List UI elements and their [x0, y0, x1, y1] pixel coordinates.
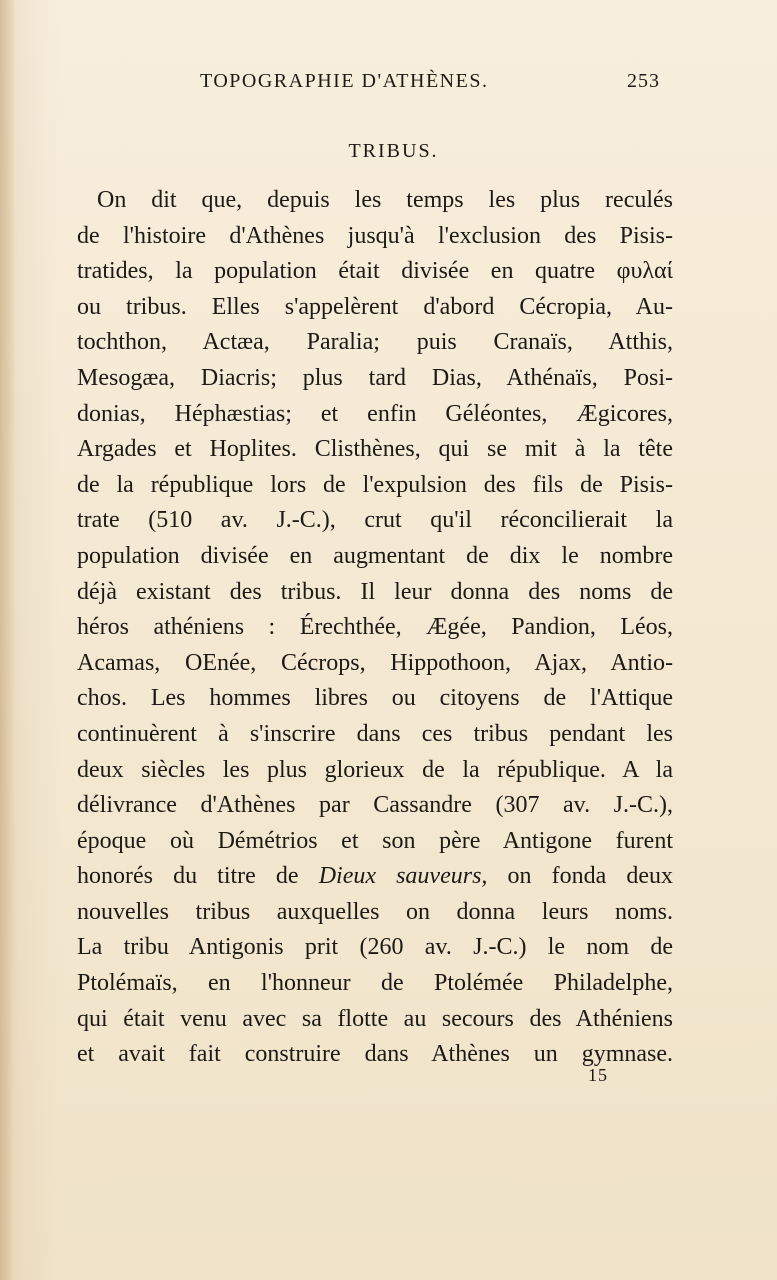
text-line-with-italic [77, 859, 673, 895]
text-line: Acamas, OEnée, Cécrops, Hippothoon, Ajax, Antio- [77, 649, 673, 676]
text-line: deux siècles les plus glorieux de la république. A la [77, 756, 673, 783]
italic-phrase: Dieux sauveurs, [318, 863, 488, 890]
section-title: TRIBUS. [348, 140, 439, 162]
text-line: chos. Les hommes libres ou citoyens de l'Attique [77, 685, 673, 712]
text-line: qui était venu avec sa flotte au secours des Athéniens [77, 1005, 673, 1032]
text-line: nouvelles tribus auxquelles on donna leurs noms. [77, 898, 673, 925]
text-line: tochthon, Actæa, Paralia; puis Cranaïs, Atthis, [77, 329, 673, 356]
text-line: ou tribus. Elles s'appelèrent d'abord Cécropia, Au- [77, 293, 673, 320]
text-line: donias, Héphæstias; et enfin Géléontes, Ægicores, [77, 400, 673, 427]
text-line: héros athéniens : Érechthée, Ægée, Pandion, Léos, [77, 614, 673, 641]
text-line: Mesogæa, Diacris; plus tard Dias, Athénaïs, Posi- [77, 364, 673, 391]
page-gutter-shadow [0, 0, 14, 1280]
text-line: époque où Démétrios et son père Antigone furent [77, 827, 673, 854]
text-line: trate (510 av. J.-C.), crut qu'il réconcilierait la [77, 507, 673, 534]
text-line: délivrance d'Athènes par Cassandre (307 av. J.-C.), [77, 792, 673, 819]
text-line: et avait fait construire dans Athènes un gymnase. [77, 1041, 673, 1068]
page-number: 253 [627, 70, 660, 92]
text-segment: honorés du titre de [77, 863, 299, 890]
running-title: TOPOGRAPHIE D'ATHÈNES. [200, 70, 489, 92]
text-line: population divisée en augmentant de dix le nombre [77, 542, 673, 569]
text-line: tratides, la population était divisée en quatre φυλαί [77, 258, 673, 285]
signature-mark: 15 [588, 1065, 608, 1085]
text-line: continuèrent à s'inscrire dans ces tribus pendant les [77, 720, 673, 747]
text-line: de la république lors de l'expulsion des fils de Pisis- [77, 471, 673, 498]
text-line: La tribu Antigonis prit (260 av. J.-C.) le nom de [77, 934, 673, 961]
text-line: On dit que, depuis les temps les plus reculés [97, 187, 673, 213]
text-line: de l'histoire d'Athènes jusqu'à l'exclusion des Pisis- [77, 222, 673, 249]
text-line: Ptolémaïs, en l'honneur de Ptolémée Philadelphe, [77, 970, 673, 997]
text-line: déjà existant des tribus. Il leur donna des noms de [77, 578, 673, 605]
text-line: Argades et Hoplites. Clisthènes, qui se mit à la tête [77, 436, 673, 463]
text-segment: on fonda deux [507, 863, 673, 890]
body-paragraph [77, 183, 673, 1073]
